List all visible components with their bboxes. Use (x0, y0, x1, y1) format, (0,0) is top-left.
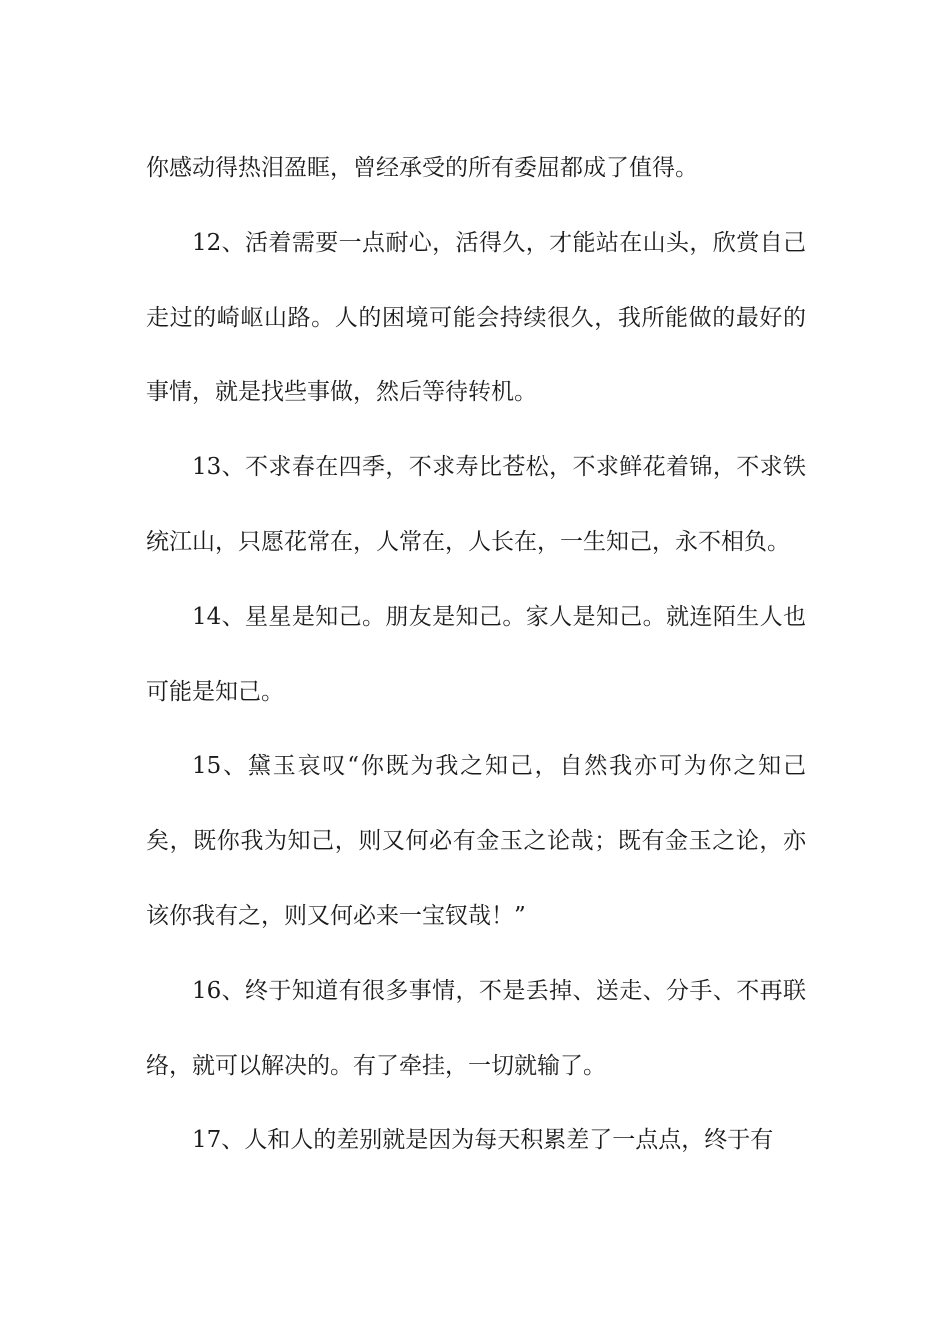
paragraph-12: 12、活着需要一点耐心，活得久，才能站在山头，欣赏自己走过的崎岖山路。人的困境可能会持续很久，我所能做的最好的事情，就是找些事做，然后等待转机。 (146, 229, 806, 406)
paragraph-continuation: 你感动得热泪盈眶，曾经承受的所有委屈都成了值得。 (146, 155, 698, 181)
paragraph-14: 14、星星是知己。朋友是知己。家人是知己。就连陌生人也可能是知己。 (146, 603, 806, 705)
paragraph-13: 13、不求春在四季，不求寿比苍松，不求鲜花着锦，不求铁统江山，只愿花常在，人常在，人长在，一生知己，永不相负。 (146, 454, 806, 555)
paragraph-16: 16、终于知道有很多事情，不是丢掉、送走、分手、不再联络，就可以解决的。有了牵挂，一切就输了。 (146, 977, 806, 1079)
paragraph-15: 15、黛玉哀叹“你既为我之知己，自然我亦可为你之知己矣，既你我为知己，则又何必有金玉之论哉；既有金玉之论，亦该你我有之，则又何必来一宝钗哉！” (146, 753, 806, 929)
paragraph-17: 17、人和人的差别就是因为每天积累差了一点点，终于有 (192, 1127, 774, 1154)
document-body (146, 131, 806, 1178)
